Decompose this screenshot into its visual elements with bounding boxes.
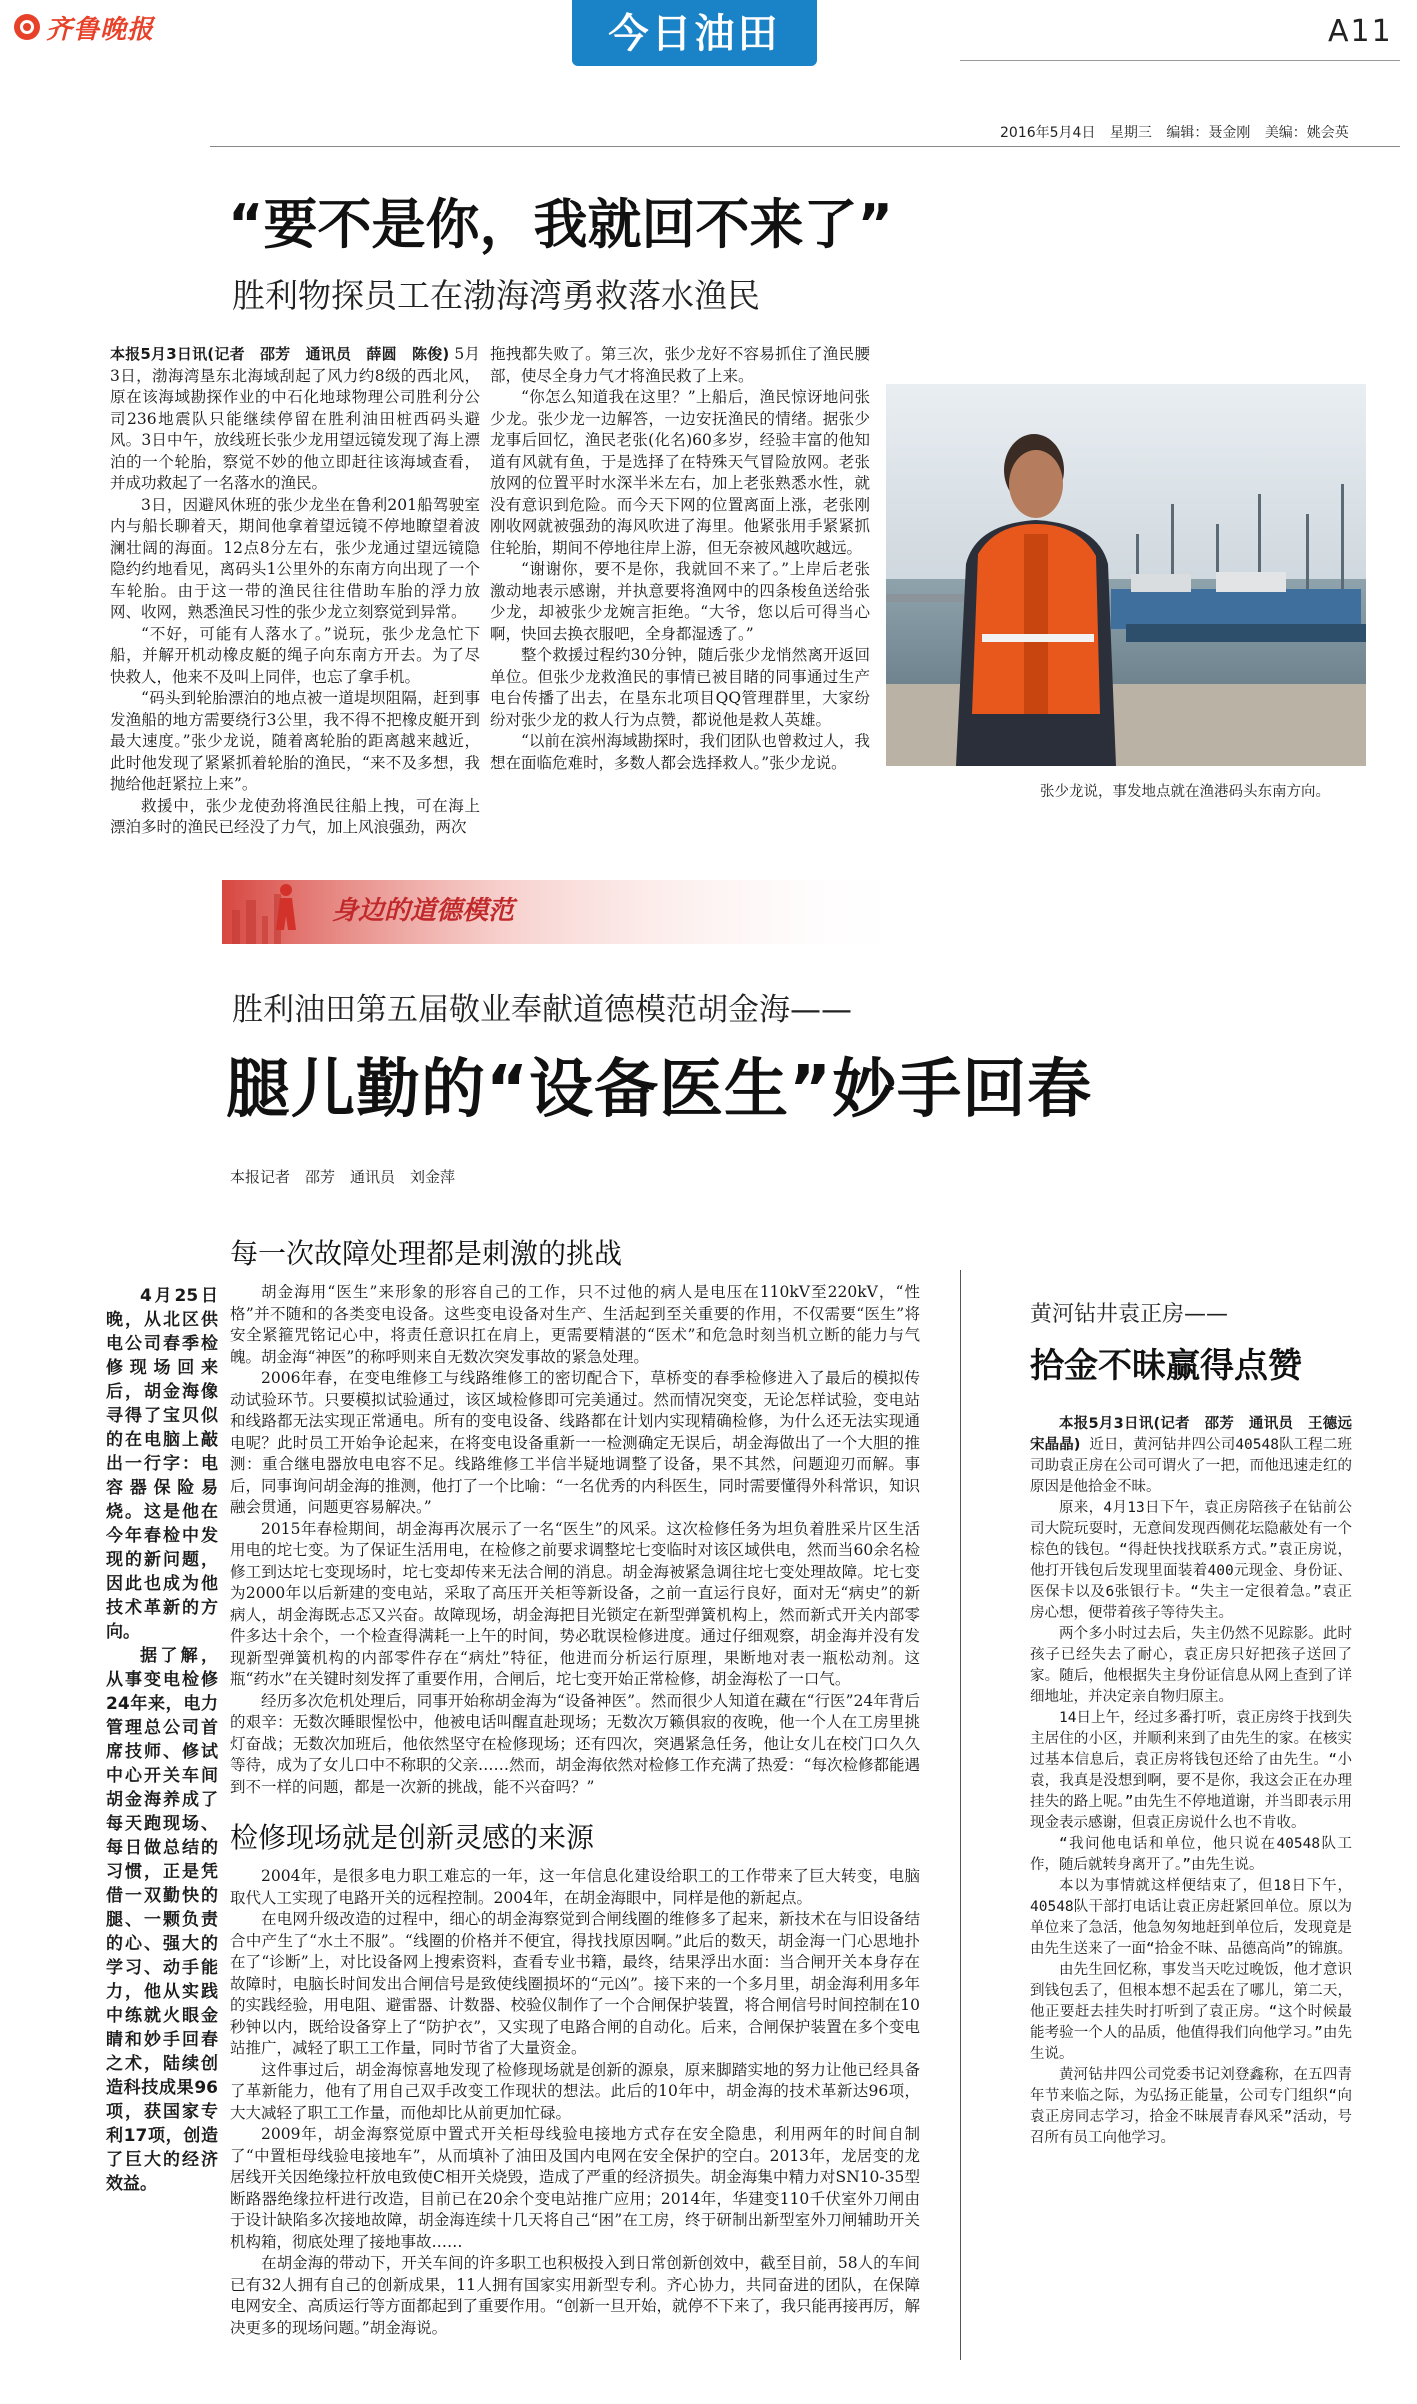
story1-byline: 本报5月3日讯(记者 邵芳 通讯员 薛圆 陈俊) bbox=[110, 345, 450, 363]
story2-lead-para-0: 4月25日晚，从北区供电公司春季检修现场回来后，胡金海像寻得了宝贝似的在电脑上敲出一行字：电容器保险易烧。这是他在今年春检中发现的新问题，因此也成为他技术革新的方向。 bbox=[106, 1286, 218, 1642]
dateline-rule bbox=[210, 146, 1400, 147]
story1-photo-caption: 张少龙说，事发地点就在渔港码头东南方向。 bbox=[1040, 784, 1330, 800]
sec2-para-0: 2004年，是很多电力职工难忘的一年，这一年信息化建设给职工的工作带来了巨大转变，电脑取代人工实现了电路开关的远程控制。2004年，在胡金海眼中，同样是他的新起点。 bbox=[230, 1867, 920, 1907]
logo-text: 齐鲁晚报 bbox=[46, 14, 155, 45]
story1-headline: “要不是你，我就回不来了” bbox=[228, 193, 893, 256]
story1-para-1: 3日，因避风休班的张少龙坐在鲁利201船驾驶室内与船长聊着天，期间他拿着望远镜不停地瞭望着波澜壮阔的海面。12点8分左右，张少龙通过望远镜隐隐约约地看见，离码头1公里外的东南方向出现了一个车轮胎。由于这一带的渔民往往借助车胎的浮力放网、收网，熟悉渔民习性的张少龙立刻察觉到异常。 bbox=[110, 495, 480, 621]
story3-para-1: 原来，4月13日下午，袁正房陪孩子在钻前公司大院玩耍时，无意间发现西侧花坛隐蔽处有一个棕色的钱包。“得赶快找找联系方式。”袁正房说，他打开钱包后发现里面装着400元现金、身份证、医保卡以及6张银行卡。“失主一定很着急。”袁正房心想，便带着孩子等待失主。 bbox=[1030, 1500, 1352, 1621]
sec1-para-1: 2006年春，在变电维修工与线路维修工的密切配合下，草桥变的春季检修进入了最后的模拟传动试验环节。只要模拟试验通过，该区域检修即可完美通过。然而情况突变，无论怎样试验，变电站和线路都无法实现正常通电。所有的变电设备、线路都在计划内实现精确检修，为什么还无法实现通电呢？此时员工开始争论起来，在将变电设备重新一一检测确定无误后，胡金海做出了一个大胆的推测：重合继电器放电电容不足。线路维修工半信半疑地调整了设备，果不其然，问题迎刃而解。事后，同事询问胡金海的推测，他打了一个比喻：“一名优秀的内科医生，同时需要懂得外科常识，知识融会贯通，问题更容易解决。” bbox=[230, 1369, 920, 1516]
logo-emblem-icon bbox=[12, 12, 42, 42]
story1-para-0: 5月3日，渤海湾垦东北海域刮起了风力约8级的西北风，原在该海域勘探作业的中石化地球物理公司胜利分公司236地震队只能继续停留在胜利油田桩西码头避风。3日中午，放线班长张少龙用望远镜发现了海上漂泊的一个轮胎，察觉不妙的他立即赶往该海域查看，并成功救起了一名落水的渔民。 bbox=[110, 345, 480, 492]
sec1-para-2: 2015年春检期间，胡金海再次展示了一名“医生”的风采。这次检修任务为坦负着胜采片区生活用电的坨七变。为了保证生活用电，在检修之前要求调整坨七变临时对该区域供电，然而当60余名检修工到达坨七变现场时，坨七变却传来无法合闸的消息。胡金海被紧急调往坨七变处理故障。坨七变为2000年以后新建的变电站，采取了高压开关柜等新设备，之前一直运行良好，面对无“病史”的新病人，胡金海既忐忑又兴奋。故障现场，胡金海把目光锁定在新型弹簧机构上，然而新式开关内部零件多达十余个，一个检查得满耗一上午的时间，势必耽误检修进度。通过仔细观察，胡金海并没有发现新型弹簧机构的内部零件存在“病灶”特征，他进而分析运行原理，果断地对表一瓶松动剂。这瓶“药水”在关键时刻发挥了重要作用，合闸后，坨七变开始正常检修，胡金海松了一口气。 bbox=[230, 1519, 920, 1688]
story1-col2 bbox=[490, 344, 870, 836]
section1-heading: 每一次故障处理都是刺激的挑战 bbox=[230, 1237, 623, 1270]
weekday: 星期三 bbox=[1109, 125, 1152, 141]
story2-section2-body bbox=[230, 1866, 920, 2356]
section2-heading: 检修现场就是创新灵感的来源 bbox=[230, 1821, 595, 1854]
story3-para-0: 近日，黄河钻井四公司40548队工程二班司助袁正房在公司可谓火了一把，而他迅速走红的原因是他拾金不昧。 bbox=[1030, 1437, 1352, 1495]
sec2-para-1: 在电网升级改造的过程中，细心的胡金海察觉到合闸线圈的维修多了起来，新技术在与旧设备结合中产生了“水土不服”。“线圈的价格并不便宜，得找找原因啊。”此后的数天，胡金海一门心思地扑在了“诊断”上，对比设备网上搜索资料，查看专业书籍，最终，结果浮出水面：当合闸开关本身存在故障时，电脑长时间发出合闸信号是致使线圈损坏的“元凶”。接下来的一个多月里，胡金海利用多年的实践经验，用电阻、避雷器、计数器、校验仪制作了一个合闸保护装置，将合闸信号时间控制在10秒钟以内，既给设备穿上了“防护衣”，又实现了电路合闸的自动化。后来，合闸保护装置在多个变电站推广，减轻了职工工作量，同时节省了大量资金。 bbox=[230, 1910, 920, 2057]
page-number: A11 bbox=[1328, 14, 1393, 49]
sec2-para-4: 在胡金海的带动下，开关车间的许多职工也积极投入到日常创新创效中，截至目前，58人的车间已有32人拥有自己的创新成果，11人拥有国家实用新型专利。齐心协力，共同奋进的团队，在保障电网安全、高质运行等方面都起到了重要作用。“创新一旦开始，就停不下来了，我只能再接再厉，解决更多的现场问题。”胡金海说。 bbox=[230, 2254, 920, 2337]
section-title: 今日油田 bbox=[608, 11, 781, 57]
dateline bbox=[1000, 122, 1349, 142]
story2-lead-para-1: 据了解，从事变电检修24年来，电力管理总公司首席技师、修试中心开关车间胡金海养成了每天跑现场、每日做总结的习惯，正是凭借一双勤快的腿、一颗负责的心、强大的学习、动手能力，他从实践中练就火眼金睛和妙手回春之术，陆续创造科技成果96项，获国家专利17项，创造了巨大的经济效益。 bbox=[106, 1646, 218, 2194]
story1-para-7: “谢谢你，要不是你，我就回不来了。”上岸后老张激动地表示感谢，并执意要将渔网中的四条梭鱼送给张少龙，却被张少龙婉言拒绝。“大爷，您以后可得当心啊，快回去换衣服吧，全身都湿透了。” bbox=[490, 560, 870, 643]
masthead bbox=[0, 0, 1417, 70]
story1-para-6: “你怎么知道我在这里？”上船后，渔民惊讶地问张少龙。张少龙一边解答，一边安抚渔民的情绪。据张少龙事后回忆，渔民老张(化名)60多岁，经验丰富的他知道有风就有鱼，于是选择了在特殊天气冒险放网。老张放网的位置平时水深半米左右，加上老张熟悉水性，就没有意识到危险。而今天下网的位置离面上涨，老张刚刚收网就被强劲的海风吹进了海里。他紧张用手紧紧抓住轮胎，期间不停地往岸上游，但无奈被风越吹越远。 bbox=[490, 388, 870, 557]
story2-lead bbox=[106, 1284, 218, 2194]
story2-kicker: 胜利油田第五届敬业奉献道德模范胡金海—— bbox=[232, 992, 852, 1028]
editor: 编辑：聂金刚 bbox=[1166, 125, 1251, 141]
designer: 美编：姚会英 bbox=[1264, 125, 1349, 141]
story1-para-9: “以前在滨州海域勘探时，我们团队也曾救过人，我想在面临危难时，多数人都会选择救人。”张少龙说。 bbox=[490, 732, 870, 772]
banner-title: 身边的道德模范 bbox=[332, 896, 515, 926]
story3-para-7: 黄河钻井四公司党委书记刘登鑫称，在五四青年节来临之际，为弘扬正能量，公司专门组织“向袁正房同志学习，拾金不昧展青春风采”活动，号召所有员工向他学习。 bbox=[1030, 2067, 1352, 2146]
story3-para-6: 由先生回忆称，事发当天吃过晚饭，他才意识到钱包丢了，但根本想不起丢在了哪儿，第二天，他正要赶去挂失时打听到了袁正房。“这个时候最能考验一个人的品质，他值得我们向他学习。”由先生说。 bbox=[1030, 1962, 1352, 2062]
section-divider-banner bbox=[222, 870, 1382, 948]
story1-para-5: 拖拽都失败了。第三次，张少龙好不容易抓住了渔民腰部，使尽全身力气才将渔民救了上来。 bbox=[490, 345, 870, 385]
sec1-para-3: 经历多次危机处理后，同事开始称胡金海为“设备神医”。然而很少人知道在藏在“行医”24年背后的艰辛：无数次睡眼惺忪中，他被电话叫醒直赴现场；无数次万籁俱寂的夜晚，他一个人在工房里挑灯奋战；无数次加班后，他依然坚守在检修现场；还有四次，突遇紧急任务，他让女儿在校门口久久等待，成为了女儿口中不称职的父亲……然而，胡金海依然对检修工作充满了热爱：“每次检修都能遇到不一样的问题，都是一次新的挑战，能不兴奋吗？” bbox=[230, 1691, 920, 1796]
story3-byline: 本报5月3日讯(记者 邵芳 通讯员 王德远 宋晶晶) bbox=[1030, 1416, 1367, 1453]
column-divider bbox=[960, 1270, 961, 2360]
story2-section1-body bbox=[230, 1282, 920, 1816]
story2-headline: 腿儿勤的“设备医生”妙手回春 bbox=[226, 1053, 1093, 1127]
date: 2016年5月4日 bbox=[1000, 125, 1096, 141]
harbor-photo bbox=[886, 384, 1366, 766]
story1-para-4: 救援中，张少龙使劲将渔民往船上拽，可在海上漂泊多时的渔民已经没了力气，加上风浪强劲，两次 bbox=[110, 796, 480, 836]
story3-para-2: 两个多小时过去后，失主仍然不见踪影。此时孩子已经失去了耐心，袁正房只好把孩子送回了家。随后，他根据失主身份证信息从网上查到了详细地址，并决定亲自物归原主。 bbox=[1030, 1626, 1352, 1705]
sec1-para-0: 胡金海用“医生”来形象的形容自己的工作，只不过他的病人是电压在110kV至220kV，“性格”并不随和的各类变电设备。这些变电设备对生产、生活起到至关重要的作用，不仅需要“医生”将安全紧箍咒铭记心中，将责任意识扛在肩上，更需要精湛的“医术”和危急时刻当机立断的能力与气魄。胡金海“神医”的称呼则来自无数次突发事故的紧急处理。 bbox=[230, 1283, 920, 1366]
story1-photo bbox=[886, 384, 1366, 766]
story1-para-8: 整个救援过程约30分钟，随后张少龙悄然离开返回单位。但张少龙救渔民的事情已被目睹的同事通过生产电台传播了出去，在垦东北项目QQ管理群里，大家纷纷对张少龙的救人行为点赞，都说他是救人英雄。 bbox=[490, 646, 870, 729]
story1-col1 bbox=[110, 344, 480, 836]
sec2-para-2: 这件事过后，胡金海惊喜地发现了检修现场就是创新的源泉，原来脚踏实地的努力让他已经具备了革新能力，他有了用自己双手改变工作现状的想法。此后的10年中，胡金海的技术革新达96项，大大减轻了职工工作量，而他却比从前更加忙碌。 bbox=[230, 2060, 920, 2122]
sec2-para-3: 2009年，胡金海察觉原中置式开关柜母线验电接地方式存在安全隐患，利用两年的时间自制了“中置柜母线验电接地车”，从而填补了油田及国内电网在安全保护的空白。2013年，龙居变的龙居线开关因绝缘拉杆放电致使C相开关烧毁，造成了严重的经济损失。胡金海集中精力对SN10-35型断路器绝缘拉杆进行改造，目前已在20余个变电站推广应用；2014年，华建变110千伏室外刀闸由于设计缺陷多次接地故障，胡金海连续十几天将自己“困”在工房，终于研制出新型室外刀闸辅助开关机构箱，彻底处理了接地事故…… bbox=[230, 2125, 920, 2251]
story3-body bbox=[1030, 1414, 1367, 2334]
newspaper-logo bbox=[12, 10, 154, 44]
story3-para-4: “我问他电话和单位，他只说在40548队工作，随后就转身离开了。”由先生说。 bbox=[1030, 1836, 1352, 1873]
masthead-rule bbox=[960, 60, 1400, 61]
story1-para-2: “不好，可能有人落水了。”说玩，张少龙急忙下船，并解开机动橡皮艇的绳子向东南方开去。为了尽快救人，他来不及叫上同伴，也忘了拿手机。 bbox=[110, 624, 480, 686]
story1-subhead: 胜利物探员工在渤海湾勇救落水渔民 bbox=[232, 276, 760, 315]
story3-kicker: 黄河钻井袁正房—— bbox=[1030, 1302, 1229, 1327]
story3-para-5: 本以为事情就这样便结束了，但18日下午，40548队干部打电话让袁正房赶紧回单位。原以为单位来了急活，他急匆匆地赶到单位后，发现竟是由先生送来了一面“拾金不昧、品德高尚”的锦旗。 bbox=[1030, 1878, 1352, 1957]
story2-byline: 本报记者 邵芳 通讯员 刘金萍 bbox=[230, 1168, 456, 1186]
story1-para-3: “码头到轮胎漂泊的地点被一道堤坝阻隔，赶到事发渔船的地方需要绕行3公里，我不得不把橡皮艇开到最大速度。”张少龙说，随着离轮胎的距离越来越近，此时他发现了紧紧抓着轮胎的渔民，“来不及多想，我抛给他赶紧拉上来”。 bbox=[110, 689, 480, 793]
story3-para-3: 14日上午，经过多番打听，袁正房终于找到失主居住的小区，并顺利来到了由先生的家。在核实过基本信息后，袁正房将钱包还给了由先生。“小袁，我真是没想到啊，要不是你，我这会正在办理挂失的路上呢。”由先生不停地道谢，并当即表示用现金表示感谢，但袁正房说什么也不肯收。 bbox=[1030, 1710, 1352, 1831]
story3-headline: 拾金不昧赢得点赞 bbox=[1030, 1346, 1302, 1386]
